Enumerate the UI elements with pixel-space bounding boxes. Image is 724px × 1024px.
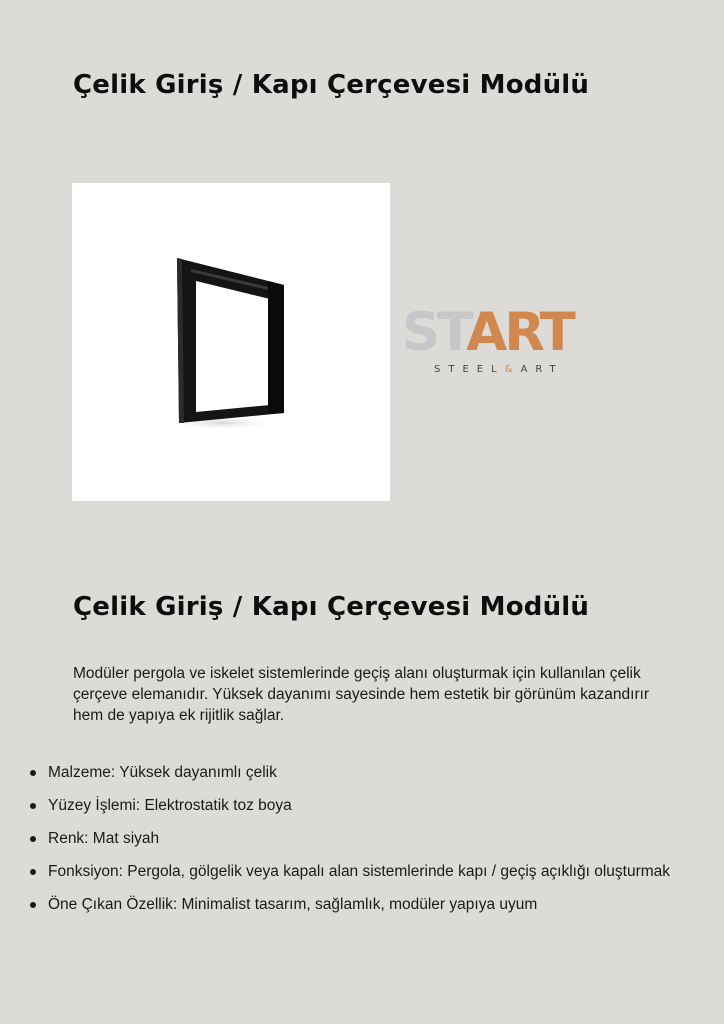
bullet-icon	[30, 902, 36, 908]
feature-text: Yüzey İşlemi: Elektrostatik toz boya	[48, 797, 292, 814]
logo-wordmark	[402, 302, 573, 363]
feature-text: Renk: Mat siyah	[48, 830, 160, 847]
bullet-icon	[30, 803, 36, 809]
logo-tagline-right: ART	[520, 364, 564, 375]
feature-item	[30, 829, 720, 862]
feature-item	[30, 895, 720, 928]
feature-item	[30, 862, 720, 895]
logo-tagline-amp: &	[504, 364, 521, 375]
start-steel-art-logo	[402, 302, 652, 376]
logo-tagline	[434, 364, 564, 375]
steel-frame-image	[72, 183, 390, 501]
feature-text: Malzeme: Yüksek dayanımlı çelik	[48, 764, 277, 781]
product-image	[72, 183, 390, 501]
feature-text: Fonksiyon: Pergola, gölgelik veya kapalı alan sistemlerinde kapı / geçiş açıklığı oluşturmak	[48, 863, 671, 880]
logo-tagline-left: STEEL	[434, 364, 505, 375]
feature-list	[30, 763, 720, 928]
bullet-icon	[30, 836, 36, 842]
page-title: Çelik Giriş / Kapı Çerçevesi Modülü	[73, 70, 590, 100]
feature-text: Öne Çıkan Özellik: Minimalist tasarım, sağlamlık, modüler yapıya uyum	[48, 896, 538, 913]
feature-item	[30, 763, 720, 796]
description-paragraph: Modüler pergola ve iskelet sistemlerinde geçiş alanı oluşturmak için kullanılan çelik çerçeve elemanıdır. Yüksek dayanımı sayesinde hem estetik bir görünüm kazandırır hem de yapıya ek rijitlik sağlar.	[73, 665, 650, 724]
logo-st: ST	[402, 302, 467, 363]
section-title: Çelik Giriş / Kapı Çerçevesi Modülü	[73, 592, 590, 622]
bullet-icon	[30, 770, 36, 776]
feature-item	[30, 796, 720, 829]
bullet-icon	[30, 869, 36, 875]
logo-art: ART	[466, 302, 573, 363]
